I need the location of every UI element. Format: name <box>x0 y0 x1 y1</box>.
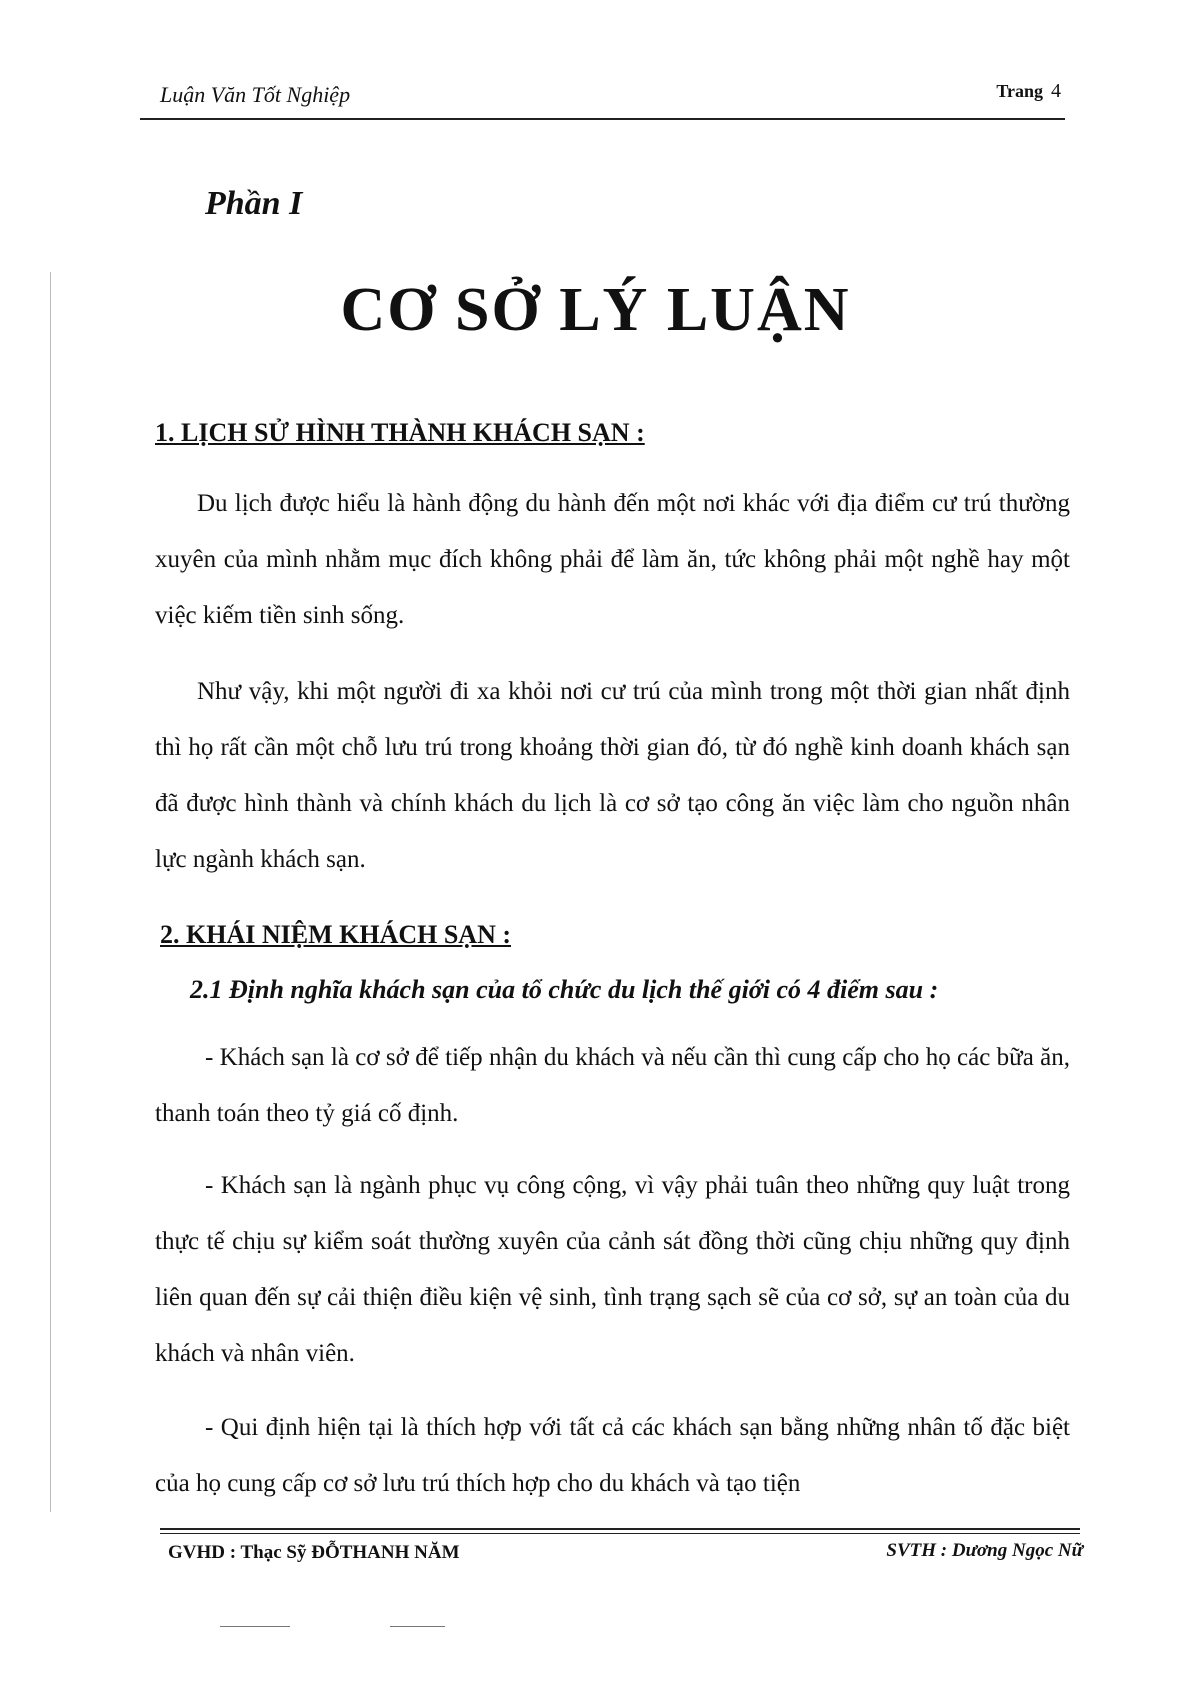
header-divider <box>140 118 1065 120</box>
footer-divider-thin <box>160 1533 1080 1534</box>
page-label: Trang <box>996 81 1043 101</box>
bullet-paragraph: - Khách sạn là ngành phục vụ công cộng, vì vậy phải tuân theo những quy luật trong thực tế chịu sự kiểm soát thường xuyên của cảnh sát đồng thời cũng chịu những quy định liên quan đến sự cải thiện điều kiện vệ sinh, tình trạng sạch sẽ của cơ sở, sự an toàn của du khách và nhân viên. <box>155 1172 1070 1367</box>
chapter-title: CƠ SỞ LÝ LUẬN <box>340 276 851 344</box>
section-heading-1: 1. LỊCH SỬ HÌNH THÀNH KHÁCH SẠN : <box>155 418 645 447</box>
header-page-number <box>996 80 1061 103</box>
subsection-heading: 2.1 Định nghĩa khách sạn của tổ chức du lịch thế giới có 4 điểm sau : <box>190 975 939 1004</box>
footer-divider <box>160 1528 1080 1530</box>
header-title: Luận Văn Tốt Nghiệp <box>160 82 351 107</box>
section-heading-2: 2. KHÁI NIỆM KHÁCH SẠN : <box>160 920 512 949</box>
part-label: Phần I <box>205 185 303 222</box>
scan-artifact <box>220 1626 290 1627</box>
page-number: 4 <box>1051 80 1061 102</box>
scan-margin-line <box>50 272 51 1512</box>
footer-advisor: GVHD : Thạc Sỹ ĐỖTHANH NĂM <box>168 1542 460 1563</box>
paragraph: Du lịch được hiểu là hành động du hành đến một nơi khác với địa điểm cư trú thường xuyên của mình nhằm mục đích không phải để làm ăn, tức không phải một nghề hay một việc kiếm tiền sinh sống. <box>155 490 1070 629</box>
footer-student: SVTH : Dương Ngọc Nữ <box>886 1540 1083 1561</box>
paragraph: Như vậy, khi một người đi xa khỏi nơi cư trú của mình trong một thời gian nhất định thì họ rất cần một chỗ lưu trú trong khoảng thời gian đó, từ đó nghề kinh doanh khách sạn đã được hình thành và chính khách du lịch là cơ sở tạo công ăn việc làm cho nguồn nhân lực ngành khách sạn. <box>155 678 1070 873</box>
scan-artifact <box>390 1626 445 1627</box>
bullet-paragraph: - Qui định hiện tại là thích hợp với tất cả các khách sạn bằng những nhân tố đặc biệt của họ cung cấp cơ sở lưu trú thích hợp cho du khách và tạo tiện <box>155 1414 1070 1497</box>
bullet-paragraph: - Khách sạn là cơ sở để tiếp nhận du khách và nếu cần thì cung cấp cho họ các bữa ăn, thanh toán theo tỷ giá cố định. <box>155 1044 1070 1127</box>
